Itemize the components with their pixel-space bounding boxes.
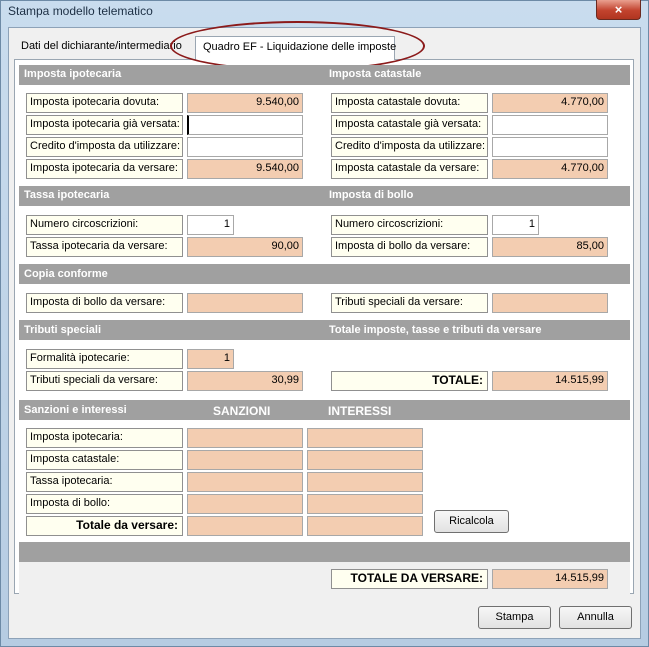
label-catastale-gia-versata: Imposta catastale già versata:	[331, 115, 488, 135]
label-totale-sanzioni: Totale da versare:	[26, 516, 183, 536]
field-formalita[interactable]: 1	[187, 349, 234, 369]
label-sanzioni-catastale: Imposta catastale:	[26, 450, 183, 470]
field-tassa-da-versare[interactable]: 90,00	[187, 237, 303, 257]
label-copia-bollo: Imposta di bollo da versare:	[26, 293, 183, 313]
field-sanzioni-ipotecaria[interactable]	[187, 428, 303, 448]
section-title-tassa-ipotecaria: Tassa ipotecaria	[24, 189, 110, 201]
section-bar	[19, 264, 630, 284]
field-totale-da-versare[interactable]: 14.515,99	[492, 569, 608, 589]
label-sanzioni-ipotecaria: Imposta ipotecaria:	[26, 428, 183, 448]
stampa-button[interactable]: Stampa	[478, 606, 551, 629]
section-title-copia-conforme: Copia conforme	[24, 268, 108, 280]
column-header-interessi: INTERESSI	[328, 404, 392, 418]
section-title-imposta-catastale: Imposta catastale	[329, 68, 422, 80]
field-interessi-ipotecaria[interactable]	[307, 428, 423, 448]
label-ipotecaria-dovuta: Imposta ipotecaria dovuta:	[26, 93, 183, 113]
input-catastale-gia-versata[interactable]	[492, 115, 608, 135]
ricalcola-button[interactable]: Ricalcola	[434, 510, 509, 533]
field-ipotecaria-da-versare[interactable]: 9.540,00	[187, 159, 303, 179]
section-title-imposta-bollo: Imposta di bollo	[329, 189, 414, 201]
field-copia-bollo[interactable]	[187, 293, 303, 313]
label-formalita: Formalità ipotecarie:	[26, 349, 183, 369]
field-interessi-bollo[interactable]	[307, 494, 423, 514]
highlight-ellipse-annotation	[170, 21, 425, 71]
input-tassa-circoscrizioni[interactable]: 1	[187, 215, 234, 235]
field-sanzioni-bollo[interactable]	[187, 494, 303, 514]
field-totale[interactable]: 14.515,99	[492, 371, 608, 391]
field-totale-interessi[interactable]	[307, 516, 423, 536]
field-totale-sanzioni[interactable]	[187, 516, 303, 536]
section-bar	[19, 186, 630, 206]
label-sanzioni-tassa: Tassa ipotecaria:	[26, 472, 183, 492]
field-sanzioni-tassa[interactable]	[187, 472, 303, 492]
label-ipotecaria-gia-versata: Imposta ipotecaria già versata:	[26, 115, 183, 135]
label-tassa-circoscrizioni: Numero circoscrizioni:	[26, 215, 183, 235]
field-sanzioni-catastale[interactable]	[187, 450, 303, 470]
field-interessi-tassa[interactable]	[307, 472, 423, 492]
field-ipotecaria-dovuta[interactable]: 9.540,00	[187, 93, 303, 113]
tab-dati-dichiarante[interactable]: Dati del dichiarante/intermediario	[14, 36, 189, 58]
input-bollo-circoscrizioni[interactable]: 1	[492, 215, 539, 235]
label-copia-tributi: Tributi speciali da versare:	[331, 293, 488, 313]
label-bollo-da-versare: Imposta di bollo da versare:	[331, 237, 488, 257]
close-button[interactable]: ×	[596, 0, 641, 20]
label-catastale-dovuta: Imposta catastale dovuta:	[331, 93, 488, 113]
section-title-totale-imposte: Totale imposte, tasse e tributi da versare	[329, 324, 542, 336]
field-copia-tributi[interactable]	[492, 293, 608, 313]
field-catastale-da-versare[interactable]: 4.770,00	[492, 159, 608, 179]
window-title: Stampa modello telematico	[8, 4, 153, 18]
label-sanzioni-bollo: Imposta di bollo:	[26, 494, 183, 514]
field-bollo-da-versare[interactable]: 85,00	[492, 237, 608, 257]
input-ipotecaria-credito[interactable]	[187, 137, 303, 157]
tab-quadro-ef[interactable]: Quadro EF - Liquidazione delle imposte	[195, 36, 395, 60]
annulla-button[interactable]: Annulla	[559, 606, 632, 629]
field-tributi-da-versare[interactable]: 30,99	[187, 371, 303, 391]
field-interessi-catastale[interactable]	[307, 450, 423, 470]
label-ipotecaria-da-versare: Imposta ipotecaria da versare:	[26, 159, 183, 179]
section-title-sanzioni-interessi: Sanzioni e interessi	[24, 404, 127, 416]
section-bar	[19, 542, 630, 562]
section-title-tributi-speciali: Tributi speciali	[24, 324, 102, 336]
label-catastale-da-versare: Imposta catastale da versare:	[331, 159, 488, 179]
section-title-imposta-ipotecaria: Imposta ipotecaria	[24, 68, 122, 80]
label-tassa-da-versare: Tassa ipotecaria da versare:	[26, 237, 183, 257]
column-header-sanzioni: SANZIONI	[213, 404, 271, 418]
field-catastale-dovuta[interactable]: 4.770,00	[492, 93, 608, 113]
label-ipotecaria-credito: Credito d'imposta da utilizzare:	[26, 137, 183, 157]
input-ipotecaria-gia-versata[interactable]	[187, 115, 303, 135]
label-totale-da-versare: TOTALE DA VERSARE:	[331, 569, 488, 589]
input-catastale-credito[interactable]	[492, 137, 608, 157]
label-catastale-credito: Credito d'imposta da utilizzare:	[331, 137, 488, 157]
label-totale: TOTALE:	[331, 371, 488, 391]
label-tributi-da-versare: Tributi speciali da versare:	[26, 371, 183, 391]
label-bollo-circoscrizioni: Numero circoscrizioni:	[331, 215, 488, 235]
